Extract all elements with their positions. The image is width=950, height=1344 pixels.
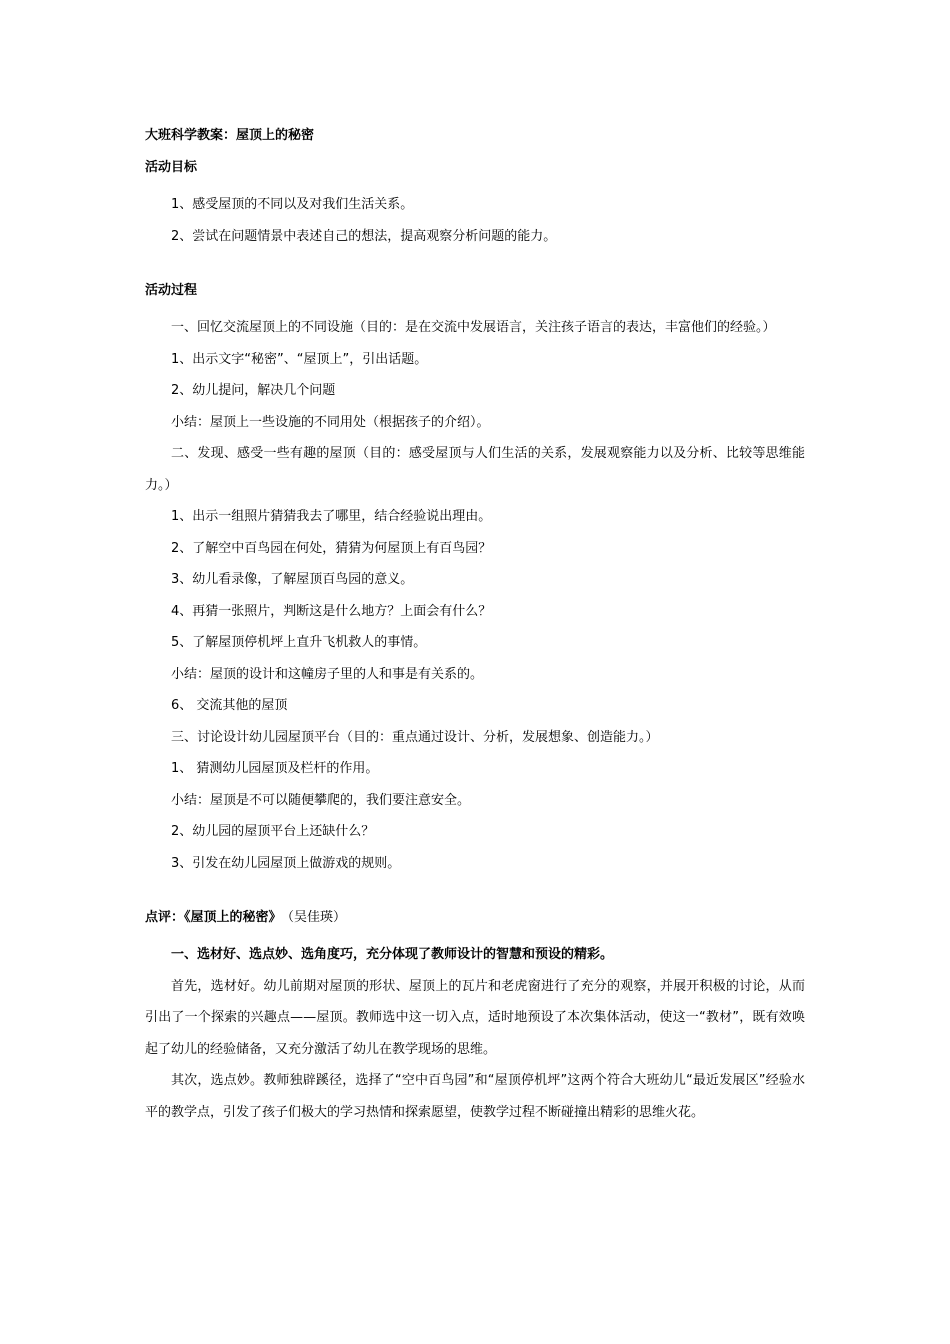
spacer xyxy=(145,252,805,280)
process-item: 4、再猜一张照片，判断这是什么地方？上面会有什么？ xyxy=(171,603,492,619)
comment-heading xyxy=(145,907,805,929)
spacer xyxy=(145,879,805,907)
comment-paragraph: 其次，选点妙。教师独辟蹊径，选择了“空中百鸟园”和“屋顶停机坪”这两个符合大班幼儿“最近发展区”经验水平的教学点，引发了孩子们极大的学习热情和探索愿望，使教学过程不断碰撞出精彩的思维火花。 xyxy=(145,1073,805,1120)
process-item: 2、幼儿提问，解决几个问题 xyxy=(171,383,336,398)
process-item: 1、 猜测幼儿园屋顶及栏杆的作用。 xyxy=(171,761,379,776)
comment-subheading: 一、选材好、选点妙、选角度巧，充分体现了教师设计的智慧和预设的精彩。 xyxy=(171,947,614,962)
process-item: 2、幼儿园的屋顶平台上还缺什么？ xyxy=(171,824,375,839)
comment-lead: 点评：《屋顶上的秘密》 xyxy=(145,910,282,925)
comment-author: （吴佳瑛） xyxy=(287,910,347,925)
process-item: 2、了解空中百鸟园在何处，猜猜为何屋顶上有百鸟园？ xyxy=(171,540,492,556)
process-item: 3、幼儿看录像，了解屋顶百鸟园的意义。 xyxy=(171,572,414,587)
goal-heading: 活动目标 xyxy=(145,160,198,175)
process-heading: 活动过程 xyxy=(145,283,198,298)
process-item: 3、引发在幼儿园屋顶上做游戏的规则。 xyxy=(171,855,401,871)
process-item: 1、出示文字“秘密”、“屋顶上”，引出话题。 xyxy=(171,351,428,367)
doc-title: 大班科学教案：屋顶上的秘密 xyxy=(145,128,315,143)
process-item: 小结：屋顶上一些设施的不同用处（根据孩子的介绍）。 xyxy=(171,414,490,430)
process-item: 二、发现、感受一些有趣的屋顶（目的：感受屋顶与人们生活的关系，发展观察能力以及分析、比较等思维能力。） xyxy=(145,446,805,493)
process-item: 小结：屋顶的设计和这幢房子里的人和事是有关系的。 xyxy=(171,666,484,682)
process-item: 5、了解屋顶停机坪上直升飞机救人的事情。 xyxy=(171,635,427,650)
process-item: 小结：屋顶是不可以随便攀爬的，我们要注意安全。 xyxy=(171,792,471,808)
comment-paragraph: 首先，选材好。幼儿前期对屋顶的形状、屋顶上的瓦片和老虎窗进行了充分的观察，并展开积极的讨论，从而引出了一个探索的兴趣点——屋顶。教师选中这一切入点，适时地预设了本次集体活动，使这一“教材”，既有效唤起了幼儿的经验储备，又充分激活了幼儿在教学现场的思维。 xyxy=(145,978,805,1057)
goal-item: 2、尝试在问题情景中表述自己的想法，提高观察分析问题的能力。 xyxy=(171,228,557,244)
process-item: 三、讨论设计幼儿园屋顶平台（目的：重点通过设计、分析，发展想象、创造能力。） xyxy=(171,729,659,745)
goal-item: 1、感受屋顶的不同以及对我们生活关系。 xyxy=(171,197,414,212)
process-item: 6、 交流其他的屋顶 xyxy=(171,698,288,713)
process-item: 1、出示一组照片猜猜我去了哪里，结合经验说出理由。 xyxy=(171,509,492,524)
process-item: 一、回忆交流屋顶上的不同设施（目的：是在交流中发展语言，关注孩子语言的表达，丰富他们的经验。） xyxy=(171,320,776,335)
